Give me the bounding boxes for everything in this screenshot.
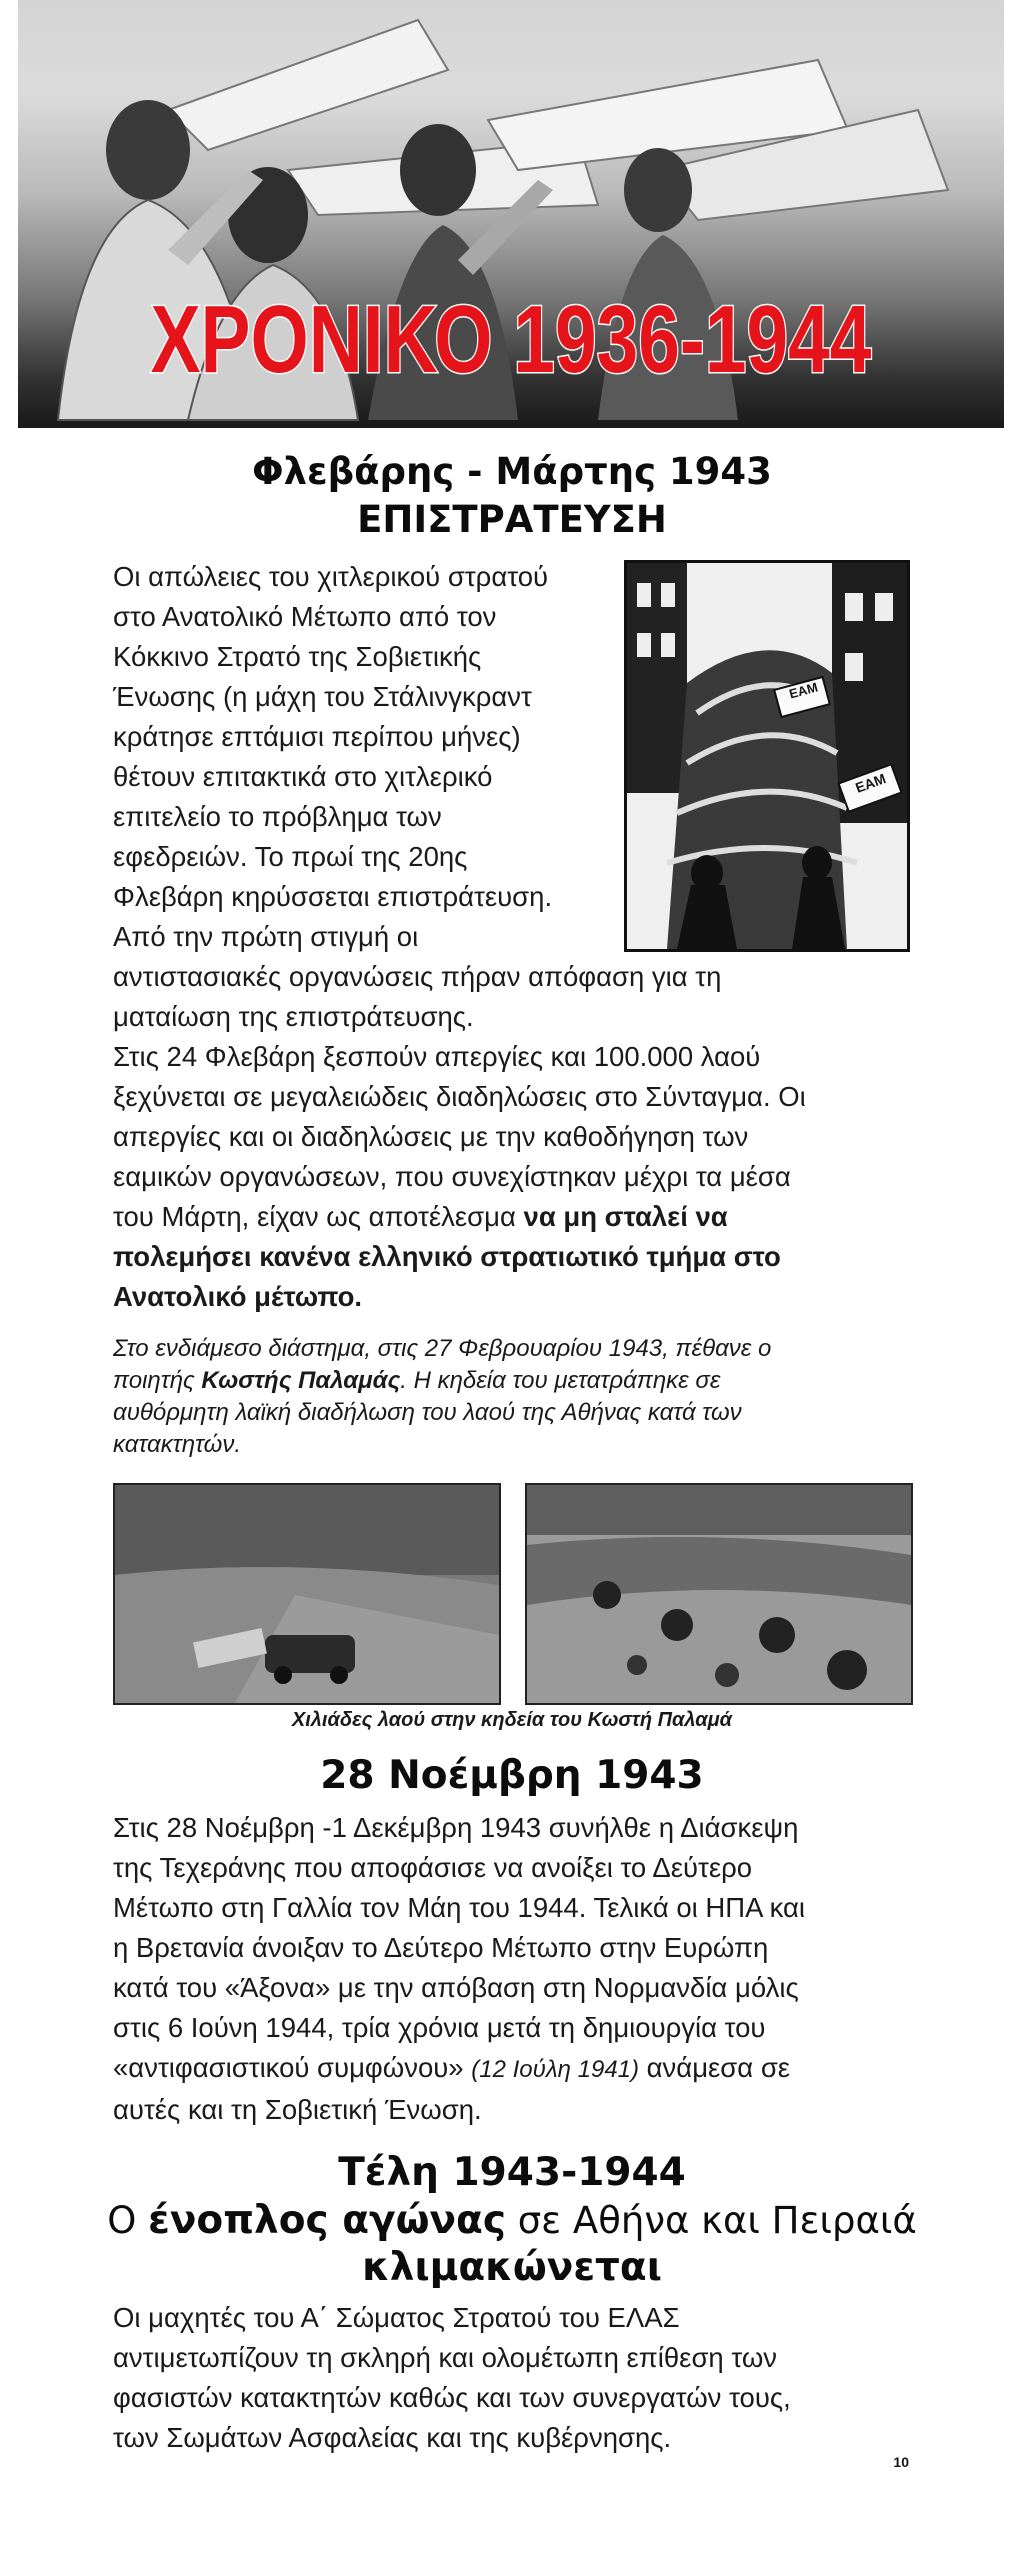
text-line: Από την πρώτη στιγμή οι: [113, 921, 419, 952]
text-line: η Βρετανία άνοιξαν το Δεύτερο Μέτωπο στην Ευρώπη: [113, 1932, 769, 1963]
emphasis-text: Ανατολικό μέτωπο.: [113, 1281, 363, 1312]
funeral-crowd-photo: [115, 1485, 499, 1703]
chronicle-title: ΧΡΟΝΙΚΟ 1936-1944: [150, 286, 872, 393]
text-line: αντιμετωπίζουν τη σκληρή και ολομέτωπη επίθεση των: [113, 2342, 778, 2373]
text-line: Ένωσης (η μάχη του Στάλινγκραντ: [113, 681, 532, 712]
armed-struggle-text: ένοπλος αγώνας: [148, 2198, 506, 2243]
text-line: θέτουν επιτακτικά στο χιτλερικό: [113, 761, 493, 792]
text-line: Στις 28 Νοέμβρη -1 Δεκέμβρη 1943 συνήλθε η Διάσκεψη: [113, 1812, 799, 1843]
note-line: κατακτητών.: [113, 1431, 242, 1458]
demonstration-woodcut: [624, 560, 910, 952]
text-line: επιτελείο το πρόβλημα των: [113, 801, 442, 832]
text-line: φασιστών κατακτητών καθώς και των συνεργατών τους,: [113, 2382, 791, 2413]
funeral-photo-left: [113, 1483, 501, 1705]
section1-date: Φλεβάρης - Μάρτης 1943: [252, 450, 772, 493]
note-line: ποιητής Κωστής Παλαμάς. Η κηδεία του μετατράπηκε σε: [113, 1367, 721, 1394]
text-line: αυτές και τη Σοβιετική Ένωση.: [113, 2094, 482, 2125]
section3-body: [113, 2298, 953, 2458]
emphasis-text: να μη σταλεί να: [523, 1201, 728, 1232]
text-line-mixed: «αντιφασιστικού συμφώνου» (12 Ιούλη 1941) ανάμεσα σε: [113, 2052, 791, 2083]
header-banner: [18, 0, 1004, 428]
text-line: Οι απώλειες του χιτλερικού στρατού: [113, 561, 549, 592]
text-line: των Σωμάτων Ασφαλείας και της κυβέρνησης.: [113, 2422, 672, 2453]
section3-heading-line2: Ο ένοπλος αγώνας σε Αθήνα και Πειραιά: [107, 2198, 917, 2243]
photo-caption: Χιλιάδες λαού στην κηδεία του Κωστή Παλαμά: [291, 1709, 733, 1731]
section2-heading: 28 Νοέμβρη 1943: [320, 1753, 704, 1798]
text-line-mixed: [113, 1197, 933, 1237]
section2-body: [113, 1808, 953, 2130]
text-line: ματαίωση της επιστράτευσης.: [113, 1001, 474, 1032]
note-line: Στο ενδιάμεσο διάστημα, στις 27 Φεβρουαρίου 1943, πέθανε ο: [113, 1335, 772, 1362]
text-line: [113, 1277, 933, 1317]
section3-heading-line1: Τέλη 1943-1944: [338, 2150, 686, 2195]
text-line: εαμικών οργανώσεων, που συνεχίστηκαν μέχρι τα μέσα: [113, 1161, 791, 1192]
section3-heading-line3: κλιμακώνεται: [362, 2245, 662, 2290]
text-line: εφεδρειών. Το πρωί της 20ης: [113, 841, 468, 872]
date-note: (12 Ιούλη 1941): [471, 2056, 640, 2083]
crowd-woodcut-illustration: [627, 563, 907, 949]
funeral-procession-photo: [527, 1485, 911, 1703]
poet-name: Κωστής Παλαμάς: [201, 1367, 401, 1394]
text-line: στο Ανατολικό Μέτωπο από τον: [113, 601, 497, 632]
text-line: Κόκκινο Στρατό της Σοβιετικής: [113, 641, 482, 672]
palamas-note: [113, 1333, 933, 1461]
page-number: 10: [893, 2454, 909, 2470]
text-line: κατά του «Άξονα» με την απόβαση στη Νορμανδία μόλις: [113, 1972, 799, 2003]
text-line: της Τεχεράνης που αποφάσισε να ανοίξει το Δεύτερο: [113, 1852, 753, 1883]
text-line: Οι μαχητές του Α΄ Σώματος Στρατού του ΕΛΑΣ: [113, 2302, 680, 2333]
text-line: [113, 1237, 933, 1277]
text-line: στις 6 Ιούνη 1944, τρία χρόνια μετά τη δημιουργία του: [113, 2012, 766, 2043]
text-line: Φλεβάρη κηρύσσεται επιστράτευση.: [113, 881, 553, 912]
text-line: ξεχύνεται σε μεγαλειώδεις διαδηλώσεις στο Σύνταγμα. Οι: [113, 1081, 806, 1112]
woodcut-banner-label-2: ΕΑΜ: [853, 770, 888, 796]
emphasis-text: πολεμήσει κανένα ελληνικό στρατιωτικό τμήμα στο: [113, 1241, 781, 1272]
text-line: απεργίες και οι διαδηλώσεις με την καθοδήγηση των: [113, 1121, 749, 1152]
text-line: κράτησε επτάμισι περίπου μήνες): [113, 721, 521, 752]
text-line: αντιστασιακές οργανώσεις πήραν απόφαση για τη: [113, 961, 722, 992]
note-line: αυθόρμητη λαϊκή διαδήλωση του λαού της Αθήνας κατά των: [113, 1399, 742, 1426]
text-run: του Μάρτη, είχαν ως αποτέλεσμα: [113, 1201, 524, 1232]
text-line: Στις 24 Φλεβάρη ξεσπούν απεργίες και 100.000 λαού: [113, 1041, 761, 1072]
woodcut-banner-label: ΕΑΜ: [787, 679, 820, 702]
section1-heading: ΕΠΙΣΤΡΑΤΕΥΣΗ: [357, 498, 667, 541]
section1-intro: [113, 557, 613, 957]
text-line: Μέτωπο στη Γαλλία τον Μάη του 1944. Τελικά οι ΗΠΑ και: [113, 1892, 806, 1923]
funeral-photo-right: [525, 1483, 913, 1705]
section1-body: [113, 957, 933, 1317]
